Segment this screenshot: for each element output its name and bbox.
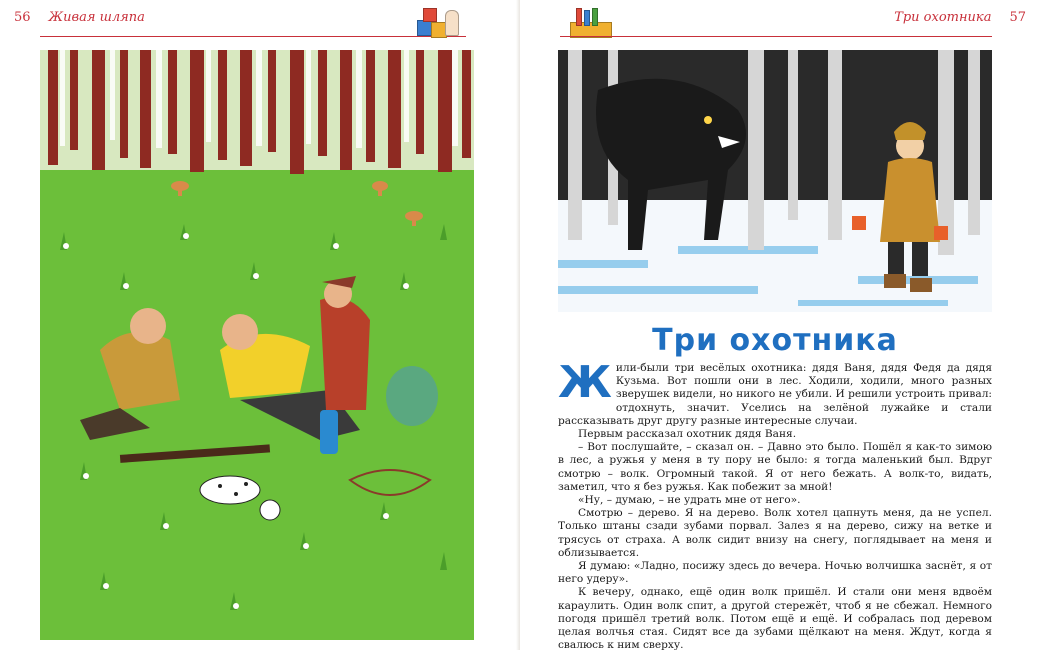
toys-icon xyxy=(415,8,461,38)
paragraph-3: – Вот послушайте, – сказал он. – Давно это было. Пошёл я как-то зимою в лес, а ружья у меня в ту пору не было: я тогда маленький был. Вдруг смотрю – волк. Огромный такой. Я от него бежать. А волк-то, видать, заметил, что я без ружья. Как побежит за мной! xyxy=(558,441,992,493)
running-title-right: Три охотника xyxy=(894,10,992,25)
left-header xyxy=(14,10,145,25)
story-title: Три охотника xyxy=(652,323,898,358)
header-rule-right xyxy=(560,36,992,37)
paragraph-5: Смотрю – дерево. Я на дерево. Волк хотел цапнуть меня, да не успел. Только штаны сзади зубами порвал. Залез я на дерево, сижу на ветке и трясусь от страха. А волк сидит внизу на снегу, поглядывает на меня и облизывается. xyxy=(558,507,992,559)
drop-cap: Ж xyxy=(558,357,612,408)
running-title-left: Живая шляпа xyxy=(48,10,145,25)
illustration-hunters-resting xyxy=(40,50,474,640)
story-text xyxy=(558,357,992,652)
illustration-wolf-and-boy xyxy=(558,50,992,312)
hunters-picnic-image xyxy=(40,50,474,640)
paragraph-6: Я думаю: «Ладно, посижу здесь до вечера. Ночью волчишка заснёт, я от него удеру». xyxy=(558,560,992,586)
page-number-right: 57 xyxy=(1009,10,1026,25)
wolf-boy-image xyxy=(558,50,992,312)
left-page xyxy=(0,0,520,650)
right-header xyxy=(894,10,1026,25)
paragraph-1 xyxy=(558,357,992,428)
header-rule-left xyxy=(40,36,466,37)
paragraph-4: «Ну, – думаю, – не удрать мне от него». xyxy=(578,494,801,507)
paragraph-7: К вечеру, однако, ещё один волк пришёл. И стали они меня вдвоём караулить. Один волк спит, а другой стережёт, чтоб я не сбежал. Немного погодя пришёл третий волк. Потом ещё и ещё. И собралась под деревом целая волчья стая. Сидят все да зубами щёлкают на меня. Ждут, когда я свалюсь к ним сверху. xyxy=(558,586,992,652)
paragraph-1-text: или-были три весёлых охотника: дядя Ваня, дядя Федя да дядя Кузьма. Вот пошли они в лес. Ходили, ходили, много разных зверушек видели, но никого не убили. И решили устроить привал: отдохнуть, значит. Уселись на зелёной лужайке и стали рассказывать друг другу разные интересные случаи. xyxy=(558,362,992,427)
toys-pencils-icon xyxy=(568,8,614,38)
paragraph-2: Первым рассказал охотник дядя Ваня. xyxy=(578,428,797,441)
page-number-left: 56 xyxy=(14,10,31,25)
